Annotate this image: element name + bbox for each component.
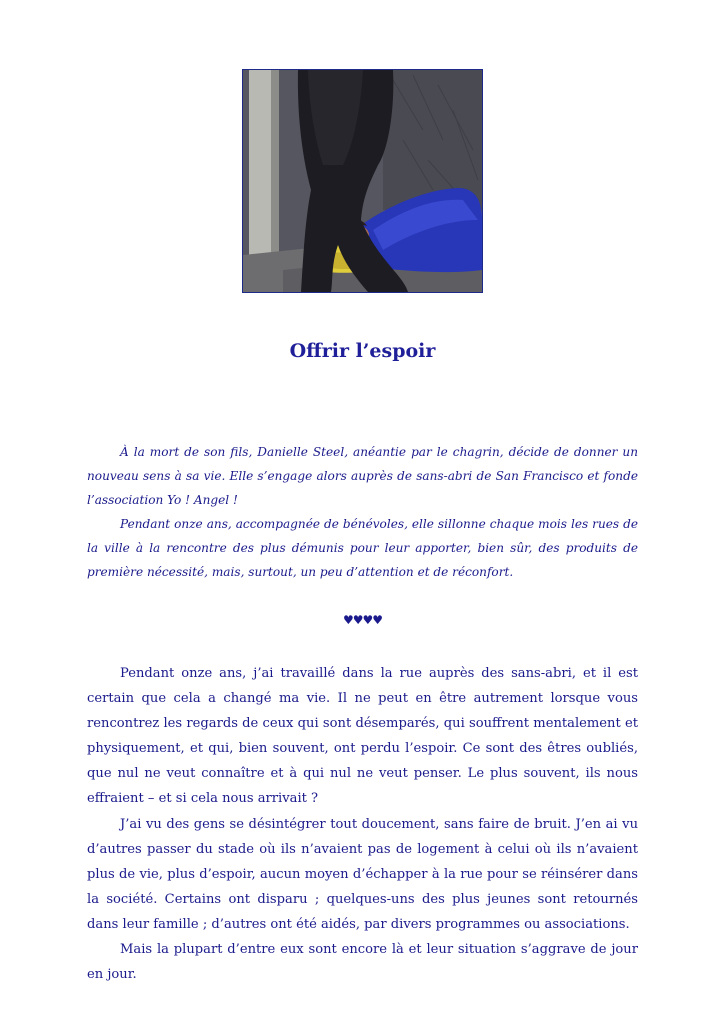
body-paragraph: Mais la plupart d’entre eux sont encore là et leur situation s’aggrave de jour en jour. <box>87 942 638 983</box>
page-title: Offrir l’espoir <box>289 340 436 362</box>
body-text <box>87 661 638 987</box>
intro-text <box>87 440 638 585</box>
intro-paragraph: À la mort de son fils, Danielle Steel, anéantie par le chagrin, décide de donner un nouveau sens à sa vie. Elle s’engage alors auprès de sans-abri de San Francisco et fonde l’association Yo ! Angel ! <box>87 445 638 508</box>
body-paragraph: Pendant onze ans, j’ai travaillé dans la rue auprès des sans-abri, et il est certain que cela a changé ma vie. Il ne peut en être autrement lorsque vous rencontrez les regards de ceux qui sont désemparés, qui souffrent mentalement et physiquement, et qui, bien souvent, ont perdu l’espoir. Ce sont des êtres oubliés, que nul ne veut connaître et à qui nul ne veut penser. Le plus souvent, ils nous effraient – et si cela nous arrivait ? <box>87 666 638 807</box>
section-separator: ♥♥♥♥ <box>342 613 383 627</box>
body-paragraph: J’ai vu des gens se désintégrer tout doucement, sans faire de bruit. J’en ai vu d’autres passer du stade où ils n’avaient pas de logement à celui où ils n’avaient plus de vie, plus d’espoir, aucun moyen d’échapper à la rue pour se réinsérer dans la société. Certains ont disparu ; quelques-uns des plus jeunes sont retournés dans leur famille ; d’autres ont été aidés, par divers programmes ou associations. <box>87 816 638 932</box>
cover-photo <box>242 69 483 293</box>
intro-paragraph: Pendant onze ans, accompagnée de bénévoles, elle sillonne chaque mois les rues de la ville à la rencontre des plus démunis pour leur apporter, bien sûr, des produits de première nécessité, mais, surtout, un peu d’attention et de réconfort. <box>87 517 638 580</box>
